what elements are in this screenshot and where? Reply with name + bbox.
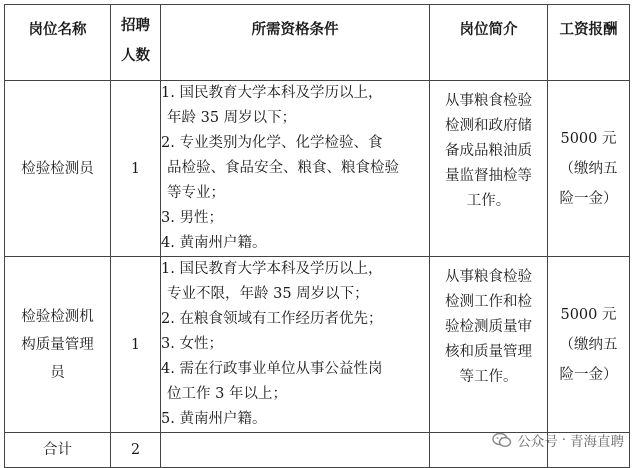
total-label: 合计 [5, 433, 111, 468]
watermark-account-name: 青海直聘 [570, 434, 624, 450]
salary-line: 5000 元 [560, 130, 617, 147]
header-intro: 岗位简介 [430, 5, 548, 81]
intro-line: 检测和政府储 [445, 118, 532, 134]
requirement-line: 等专业； [167, 185, 225, 201]
intro-line: 备成品粮油质 [445, 143, 532, 159]
intro-line: 等工作。 [459, 369, 518, 385]
salary-cell [548, 81, 630, 257]
header-salary: 工资报酬 [548, 5, 630, 81]
intro-line: 验检测质量审 [445, 319, 532, 335]
requirement-line: 3. 女性； [161, 336, 223, 352]
requirement-line: 位工作 3 年以上； [167, 386, 287, 402]
job-table [4, 4, 630, 468]
header-row [5, 5, 630, 81]
header-position: 岗位名称 [5, 5, 111, 81]
wechat-icon [492, 432, 512, 448]
requirement-line: 品检验、食品安全、粮食、粮食检验 [167, 160, 399, 176]
position-cell [5, 257, 111, 433]
requirement-line: 5. 黄南州户籍。 [161, 411, 267, 427]
requirements-cell [161, 257, 430, 433]
requirement-line: 3. 男性； [161, 210, 223, 226]
count-cell: 1 [111, 81, 161, 257]
requirement-line: 2. 专业类别为化学、化学检验、食 [161, 135, 383, 151]
table-row [5, 257, 630, 433]
requirement-line: 1. 国民教育大学本科及学历以上， [161, 85, 383, 101]
salary-line: 5000 元 [560, 306, 617, 323]
requirement-line: 专业不限，年龄 35 周岁以下； [167, 286, 369, 302]
table-row [5, 81, 630, 257]
salary-line: （缴纳五 [559, 160, 618, 177]
intro-line: 核和质量管理 [445, 344, 532, 360]
intro-line: 量监督抽检等 [445, 168, 532, 184]
header-recruit-line-2: 人数 [121, 48, 150, 64]
position-line: 构质量管理 [21, 336, 94, 353]
intro-cell [430, 257, 548, 433]
requirements-cell [161, 81, 430, 257]
salary-line: 险一金） [559, 366, 618, 383]
header-requirements: 所需资格条件 [161, 5, 430, 81]
intro-line: 检测工作和检 [445, 294, 532, 310]
watermark-prefix: 公众号 [517, 434, 558, 450]
watermark-separator: · [561, 432, 566, 448]
salary-cell [548, 257, 630, 433]
count-cell: 1 [111, 257, 161, 433]
intro-line: 从事粮食检验 [445, 269, 532, 285]
position-line: 检验检测员 [21, 160, 94, 177]
position-line: 检验检测机 [21, 308, 94, 325]
salary-line: 险一金） [559, 190, 618, 207]
position-line: 员 [50, 364, 65, 381]
header-recruit-line-1: 招聘 [121, 18, 150, 34]
requirement-line: 4. 需在行政事业单位从事公益性岗 [161, 361, 383, 377]
requirement-line: 4. 黄南州户籍。 [161, 235, 267, 251]
header-recruit-count [111, 5, 161, 81]
intro-line: 从事粮食检验 [445, 93, 532, 109]
requirement-line: 1. 国民教育大学本科及学历以上， [161, 261, 383, 277]
requirement-line: 2. 在粮食领域有工作经历者优先； [161, 311, 383, 327]
intro-cell [430, 81, 548, 257]
total-empty-cell [161, 433, 430, 468]
wechat-watermark [492, 430, 624, 450]
position-cell [5, 81, 111, 257]
intro-line: 工作。 [466, 193, 511, 209]
salary-line: （缴纳五 [559, 336, 618, 353]
total-count: 2 [111, 433, 161, 468]
requirement-line: 年龄 35 周岁以下； [167, 110, 297, 126]
